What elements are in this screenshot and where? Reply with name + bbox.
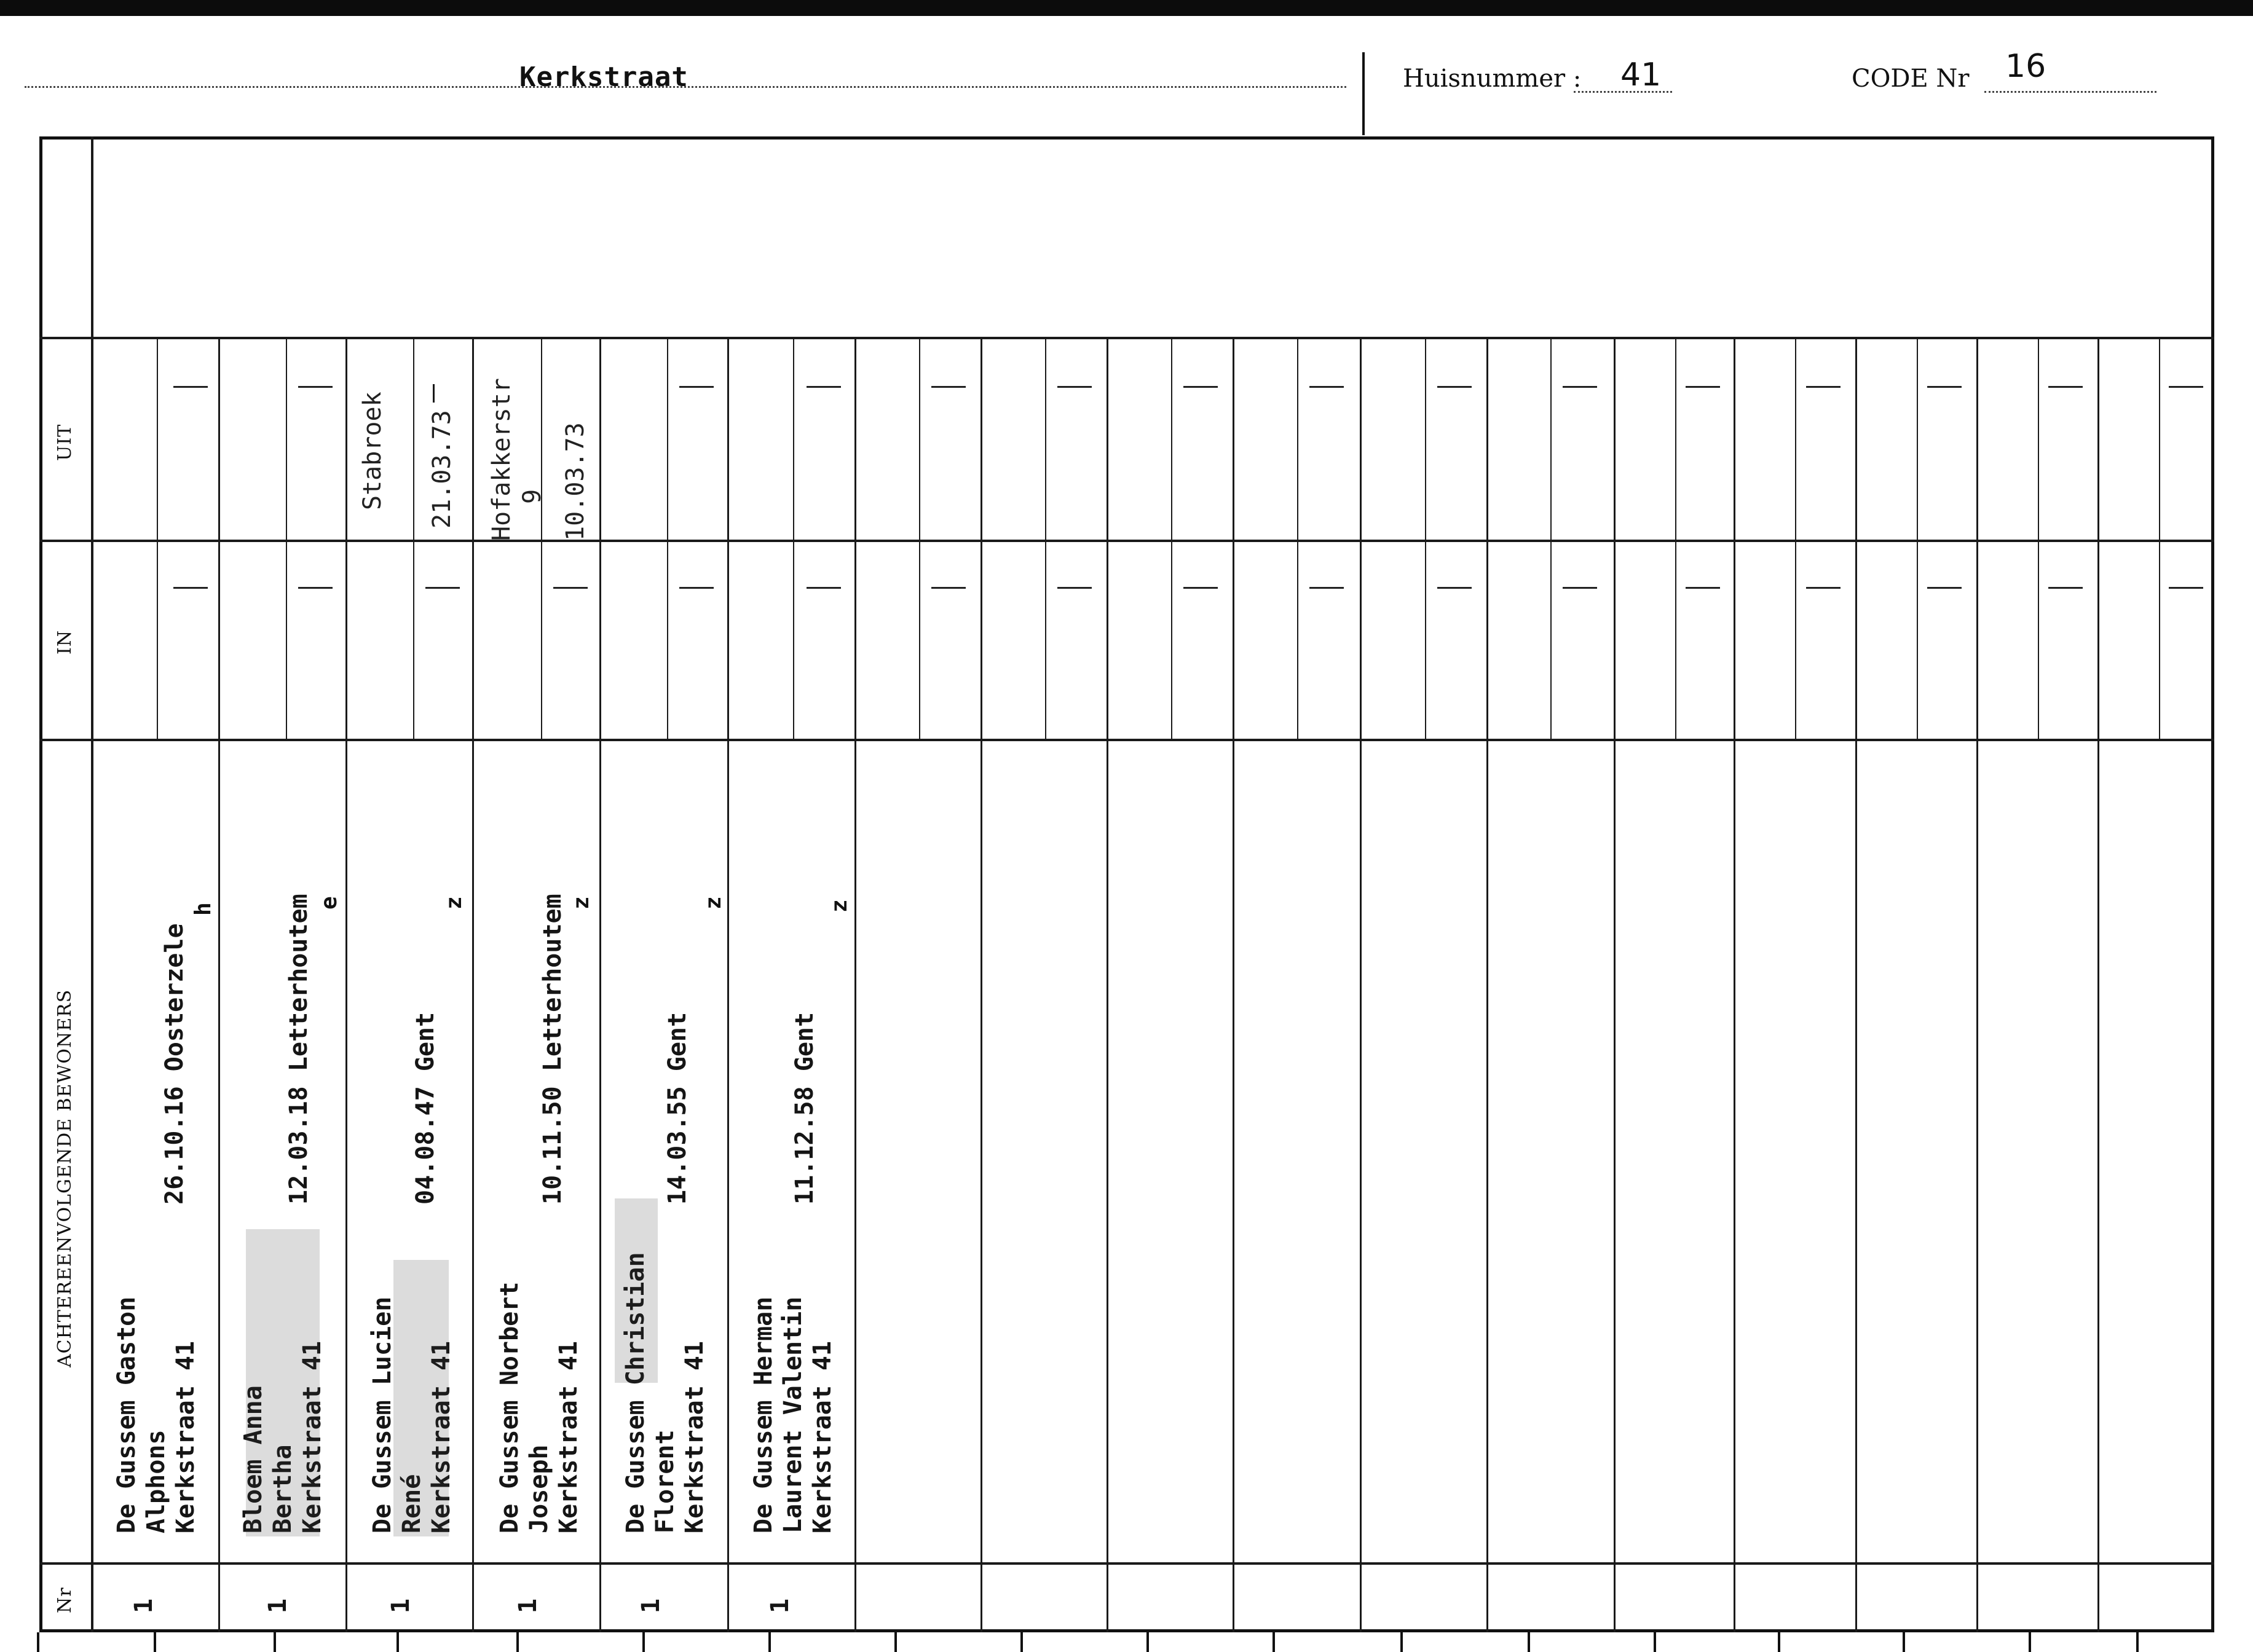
uit-dash	[807, 386, 841, 388]
house-number-label: Huisnummer :	[1403, 65, 1582, 93]
resident-nr: 1	[514, 1598, 542, 1613]
in-dash	[931, 587, 966, 589]
uit-date-hofakkerstr: 10.03.73	[561, 422, 590, 541]
col-divider-6	[854, 337, 856, 1632]
in-dash	[1183, 587, 1218, 589]
in-dash	[1437, 587, 1472, 589]
row-label-uit: UIT	[54, 423, 76, 461]
resident-nr: 1	[130, 1598, 158, 1613]
uit-dash	[931, 386, 966, 388]
uit-in-subdivider-16	[2038, 337, 2039, 739]
uit-in-subdivider-6	[793, 337, 794, 739]
col-divider-8	[1107, 337, 1108, 1632]
uit-in-subdivider-2	[286, 337, 287, 739]
resident-surname: De Gussem Herman	[749, 1296, 778, 1533]
scan-smudge	[246, 1229, 320, 1536]
uit-date-stabroek: 21.03.73	[428, 410, 456, 529]
street-name: Kerkstraat	[519, 61, 689, 93]
resident-address: Kerkstraat 41	[427, 1340, 456, 1533]
code-value: 16	[2005, 48, 2046, 85]
bottom-tick	[768, 1632, 771, 1652]
bottom-tick	[1020, 1632, 1023, 1652]
uit-date-bar	[433, 384, 435, 403]
in-dash	[1806, 587, 1841, 589]
bottom-tick	[1146, 1632, 1149, 1652]
uit-in-subdivider-13	[1675, 337, 1676, 739]
uit-in-subdivider-1	[157, 337, 158, 739]
bottom-tick	[1528, 1632, 1530, 1652]
resident-given-names: Bertha	[269, 1444, 297, 1533]
col-divider-1	[218, 337, 220, 1632]
house-number-value: 41	[1620, 57, 1662, 93]
label-column-divider	[91, 136, 93, 1632]
in-dash	[1309, 587, 1344, 589]
uit-in-subdivider-12	[1550, 337, 1552, 739]
in-dash	[2169, 587, 2203, 589]
resident-birth: 14.03.55 Gent	[663, 1012, 692, 1205]
resident-surname: De Gussem Lucien	[368, 1296, 397, 1533]
bottom-tick	[1272, 1632, 1275, 1652]
bottom-tick	[894, 1632, 897, 1652]
resident-birth: 04.08.47 Gent	[411, 1012, 440, 1205]
bottom-tick	[274, 1632, 276, 1652]
code-label: CODE Nr	[1852, 65, 1970, 93]
uit-dash	[1183, 386, 1218, 388]
street-dotline	[25, 86, 1346, 88]
resident-given-names: Florent	[651, 1430, 679, 1533]
resident-address: Kerkstraat 41	[554, 1340, 583, 1533]
resident-mark: h	[191, 902, 216, 916]
bottom-tick	[397, 1632, 399, 1652]
resident-given-names: Alphons	[142, 1430, 170, 1533]
bottom-tick	[2136, 1632, 2139, 1652]
col-divider-14	[1855, 337, 1857, 1632]
resident-address: Kerkstraat 41	[808, 1340, 837, 1533]
in-dash	[553, 587, 588, 589]
col-divider-2	[345, 337, 347, 1632]
resident-given-names: Laurent Valentin	[779, 1296, 807, 1533]
in-dash	[1927, 587, 1962, 589]
uit-dash	[1686, 386, 1720, 388]
resident-nr: 1	[766, 1598, 794, 1613]
resident-mark: z	[827, 899, 852, 913]
resident-address: Kerkstraat 41	[172, 1340, 200, 1533]
resident-surname: De Gussem Gaston	[112, 1296, 141, 1533]
uit-dash	[1057, 386, 1092, 388]
uit-in-subdivider-5	[667, 337, 668, 739]
in-dash	[1686, 587, 1720, 589]
in-dash	[1563, 587, 1597, 589]
in-dash	[298, 587, 333, 589]
col-divider-16	[2097, 337, 2099, 1632]
uit-dash	[1927, 386, 1962, 388]
col-divider-13	[1734, 337, 1735, 1632]
col-divider-9	[1233, 337, 1234, 1632]
uit-in-subdivider-8	[1045, 337, 1046, 739]
uit-dash	[1437, 386, 1472, 388]
resident-name-block	[112, 1297, 200, 1533]
row-divider-in-bewoners	[39, 739, 2214, 741]
row-divider-top	[39, 337, 2214, 339]
col-divider-11	[1486, 337, 1488, 1632]
scan-smudge	[615, 1198, 658, 1383]
uit-place-stabroek: Stabroek	[358, 391, 387, 510]
resident-name-block	[495, 1282, 583, 1533]
house-number-dotline	[1574, 91, 1672, 93]
resident-given-names: Joseph	[525, 1444, 553, 1533]
uit-dash	[2169, 386, 2203, 388]
col-divider-4	[599, 337, 601, 1632]
uit-dash	[2048, 386, 2083, 388]
uit-in-subdivider-11	[1425, 337, 1426, 739]
resident-mark: e	[317, 896, 342, 910]
resident-given-names: René	[398, 1474, 426, 1533]
resident-address: Kerkstraat 41	[681, 1340, 709, 1533]
resident-mark: z	[441, 896, 467, 910]
bottom-tick	[516, 1632, 519, 1652]
row-divider-uit-in	[39, 540, 2214, 542]
row-divider-bewoners-nr	[39, 1562, 2214, 1565]
uit-dash	[173, 386, 208, 388]
register-frame	[39, 136, 2214, 1632]
code-dotline	[1984, 91, 2156, 93]
uit-in-subdivider-14	[1795, 337, 1796, 739]
uit-in-subdivider-4	[541, 337, 542, 739]
uit-in-subdivider-3	[413, 337, 414, 739]
in-dash	[807, 587, 841, 589]
uit-dash	[1309, 386, 1344, 388]
col-divider-3	[472, 337, 474, 1632]
bottom-tick	[154, 1632, 156, 1652]
bottom-tick	[2029, 1632, 2031, 1652]
in-dash	[1057, 587, 1092, 589]
resident-birth: 12.03.18 Letterhoutem	[285, 894, 313, 1205]
resident-surname: Bloem Anna	[239, 1385, 267, 1533]
uit-in-subdivider-15	[1917, 337, 1918, 739]
col-divider-7	[981, 337, 982, 1632]
in-dash	[173, 587, 208, 589]
bottom-tick	[1654, 1632, 1656, 1652]
resident-nr: 1	[264, 1598, 292, 1613]
col-divider-12	[1614, 337, 1616, 1632]
scan-top-edge	[0, 0, 2253, 16]
uit-in-subdivider-9	[1171, 337, 1172, 739]
row-label-bewoners: ACHTEREENVOLGENDE BEWONERS	[54, 989, 76, 1367]
header-divider	[1362, 52, 1365, 135]
uit-dash	[679, 386, 714, 388]
resident-birth: 26.10.16 Oosterzele	[160, 923, 189, 1205]
resident-address: Kerkstraat 41	[298, 1340, 326, 1533]
uit-dash	[1806, 386, 1841, 388]
row-label-in: IN	[54, 629, 76, 655]
resident-name-block	[749, 1297, 837, 1533]
uit-in-subdivider-10	[1297, 337, 1298, 739]
resident-nr: 1	[387, 1598, 415, 1613]
bottom-tick	[1903, 1632, 1905, 1652]
uit-dash	[1563, 386, 1597, 388]
resident-surname: De Gussem Norbert	[495, 1281, 524, 1533]
resident-mark: z	[569, 896, 594, 910]
uit-in-subdivider-7	[919, 337, 920, 739]
bottom-tick	[642, 1632, 645, 1652]
bottom-tick	[1778, 1632, 1780, 1652]
resident-nr: 1	[637, 1598, 665, 1613]
in-dash	[2048, 587, 2083, 589]
in-dash	[425, 587, 460, 589]
bottom-tick	[37, 1632, 39, 1652]
resident-birth: 10.11.50 Letterhoutem	[539, 894, 567, 1205]
uit-in-subdivider-17	[2159, 337, 2160, 739]
col-divider-15	[1976, 337, 1978, 1632]
uit-place-hofakkerstr: Hofakkerstr	[487, 378, 516, 541]
resident-mark: z	[701, 896, 726, 910]
col-divider-10	[1360, 337, 1362, 1632]
col-divider-5	[727, 337, 729, 1632]
uit-dash	[298, 386, 333, 388]
bottom-tick	[1400, 1632, 1403, 1652]
scan-smudge	[393, 1260, 449, 1536]
in-dash	[679, 587, 714, 589]
row-label-nr: Nr	[54, 1587, 76, 1613]
uit-place-hofakkerstr-suffix: 9	[518, 489, 546, 504]
resident-surname: De Gussem Christian	[621, 1252, 650, 1533]
resident-birth: 11.12.58 Gent	[791, 1012, 819, 1205]
